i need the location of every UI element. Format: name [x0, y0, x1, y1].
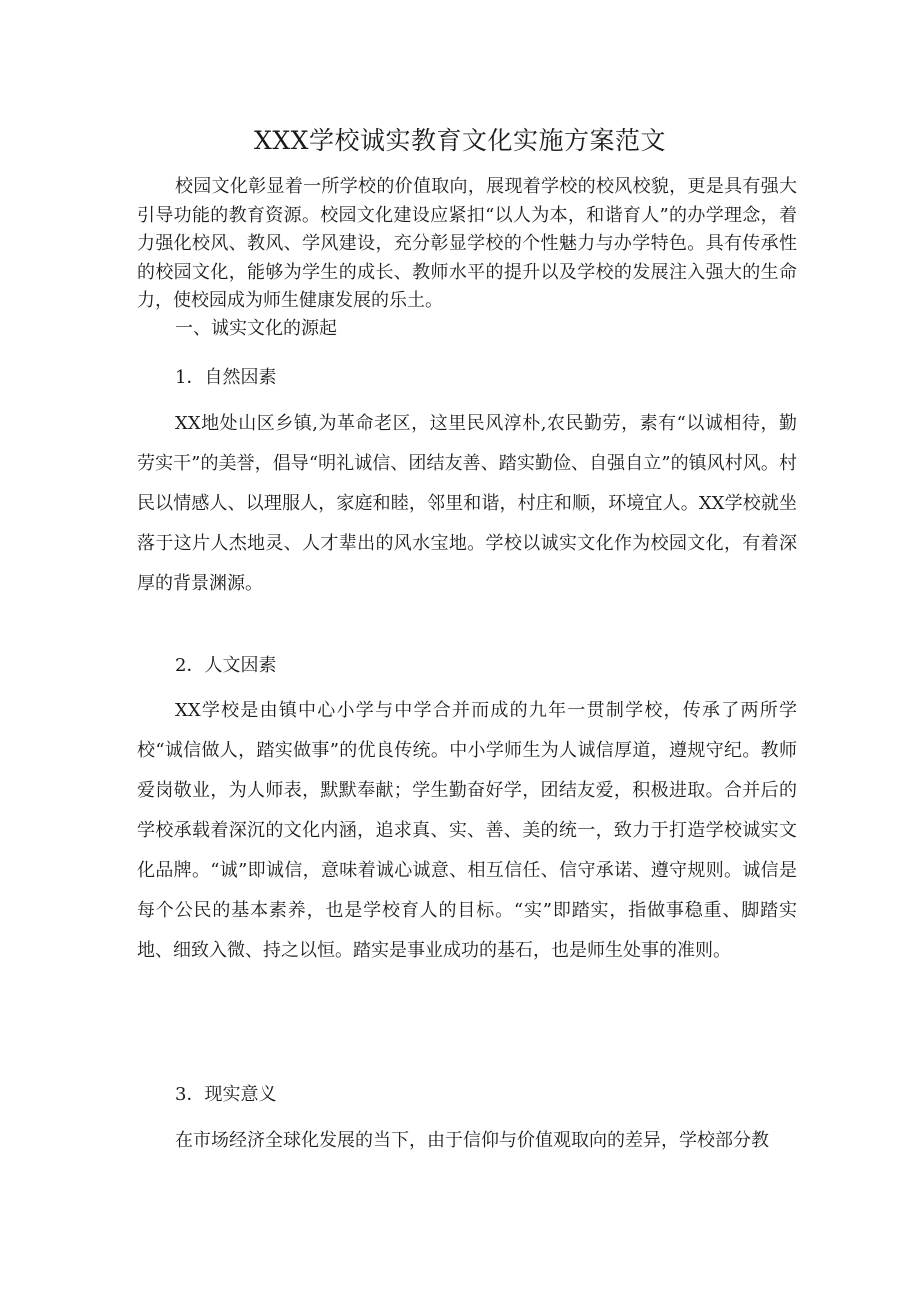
paragraph-practical-significance: 在市场经济全球化发展的当下，由于信仰与价值观取向的差异，学校部分教 [175, 1130, 769, 1151]
paragraph-natural-factors: XX地处山区乡镇,为革命老区，这里民风淳朴,农民勤劳，素有“以诚相待，勤劳实干”的美誉，倡导“明礼诚信、团结友善、踏实勤俭、自强自立”的镇风村风。村民以情感人、以理服人，家庭和睦，邻里和谐，村庄和顺，环境宜人。XX学校就坐落于这片人杰地灵、人才辈出的风水宝地。学校以诚实文化作为校园文化，有着深厚的背景渊源。 [137, 413, 797, 594]
document-title: XXX学校诚实教育文化实施方案范文 [254, 126, 666, 155]
section-heading-origin: 一、诚实文化的源起 [175, 318, 337, 339]
paragraph-humanistic-factors: XX学校是由镇中心小学与中学合并而成的九年一贯制学校，传承了两所学校“诚信做人，踏实做事”的优良传统。中小学师生为人诚信厚道，遵规守纪。教师爱岗敬业，为人师表，默默奉献；学生勤奋好学，团结友爱，积极进取。合并后的学校承载着深沉的文化内涵，追求真、实、善、美的统一，致力于打造学校诚实文化品牌。“诚”即诚信，意味着诚心诚意、相互信任、信守承诺、遵守规则。诚信是每个公民的基本素养，也是学校育人的目标。“实”即踏实，指做事稳重、脚踏实地、细致入微、持之以恒。踏实是事业成功的基石，也是师生处事的准则。 [137, 700, 797, 961]
subsection-heading-practical: 3．现实意义 [175, 1084, 277, 1105]
subsection-heading-natural: 1．自然因素 [175, 367, 277, 388]
intro-paragraph: 校园文化彰显着一所学校的价值取向，展现着学校的校风校貌，更是具有强大引导功能的教育资源。校园文化建设应紧扣“以人为本，和谐育人”的办学理念，着力强化校风、教风、学风建设，充分彰显学校的个性魅力与办学特色。具有传承性的校园文化，能够为学生的成长、教师水平的提升以及学校的发展注入强大的生命力，使校园成为师生健康发展的乐土。 [137, 176, 797, 311]
subsection-heading-humanistic: 2．人文因素 [175, 655, 277, 676]
